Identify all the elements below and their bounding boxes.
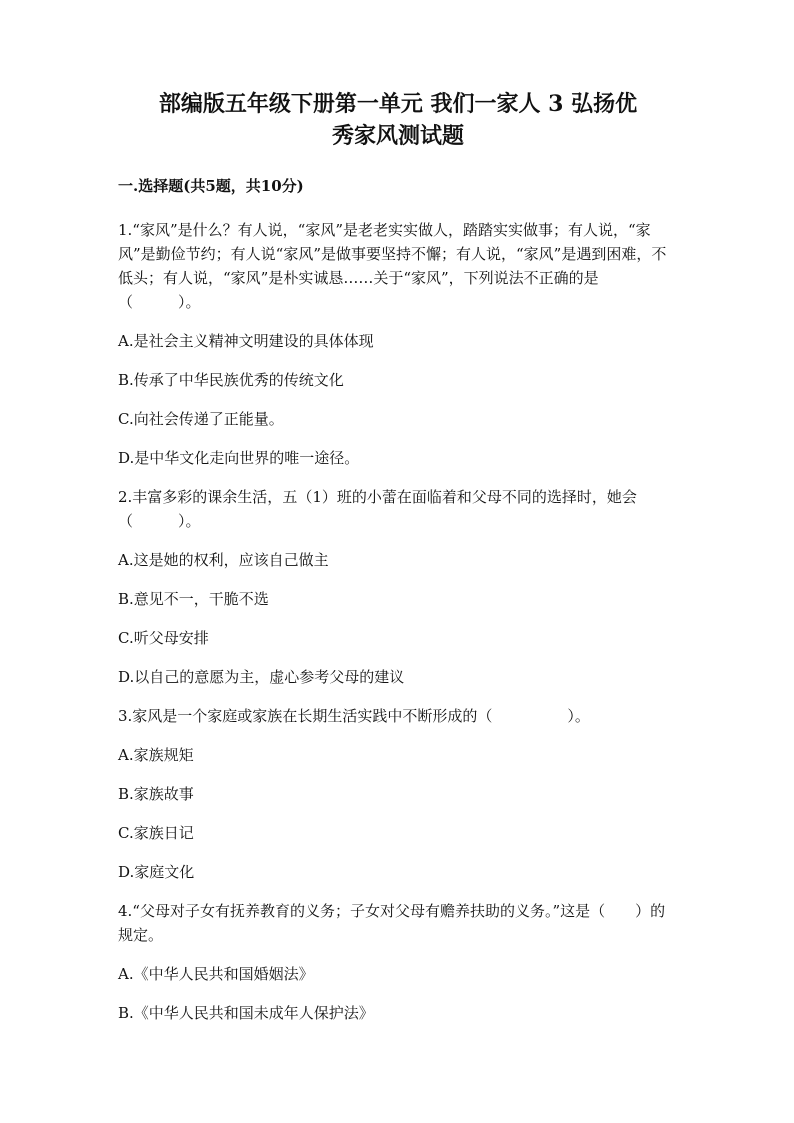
document-title: [118, 88, 678, 152]
answer-option-c: C.家族日记: [118, 824, 194, 842]
question-stem: 3.家风是一个家庭或家族在长期生活实践中不断形成的（ ）。: [118, 707, 590, 725]
question-3: [118, 704, 678, 884]
answer-option-d: D.以自己的意愿为主，虚心参考父母的建议: [118, 668, 405, 686]
answer-option-a: A.《中华人民共和国婚姻法》: [118, 965, 314, 983]
answer-option-b: B.《中华人民共和国未成年人保护法》: [118, 1004, 374, 1022]
question-1: [118, 218, 678, 470]
answer-option-a: A.这是她的权利，应该自己做主: [118, 551, 329, 569]
question-2: [118, 485, 678, 689]
answer-option-d: D.是中华文化走向世界的唯一途径。: [118, 449, 360, 467]
document-page: [118, 88, 678, 1025]
answer-option-b: B.传承了中华民族优秀的传统文化: [118, 371, 344, 389]
answer-option-a: A.是社会主义精神文明建设的具体体现: [118, 332, 374, 350]
section-heading: 一.选择题(共5题，共10分): [118, 177, 304, 195]
answer-option-c: C.向社会传递了正能量。: [118, 410, 284, 428]
answer-option-b: B.家族故事: [118, 785, 194, 803]
question-stem: 1.“家风”是什么？有人说，“家风”是老老实实做人，踏踏实实做事；有人说，“家风”是勤俭节约；有人说“家风”是做事要坚持不懈；有人说，“家风”是遇到困难，不低头；有人说，“家风”是朴实诚恳……关于“家风”，下列说法不正确的是（ ）。: [118, 221, 667, 311]
question-4: [118, 899, 678, 1025]
answer-option-d: D.家庭文化: [118, 863, 195, 881]
question-stem: 2.丰富多彩的课余生活，五（1）班的小蕾在面临着和父母不同的选择时，她会（ ）。: [118, 488, 637, 530]
answer-option-c: C.听父母安排: [118, 629, 209, 647]
answer-option-b: B.意见不一，干脆不选: [118, 590, 269, 608]
title-line-1: 部编版五年级下册第一单元 我们一家人 3 弘扬优: [158, 91, 638, 117]
answer-option-a: A.家族规矩: [118, 746, 194, 764]
question-stem: 4.“父母对子女有抚养教育的义务；子女对父母有赡养扶助的义务。”这是（ ）的规定。: [118, 902, 666, 944]
title-line-2: 秀家风测试题: [331, 123, 464, 149]
